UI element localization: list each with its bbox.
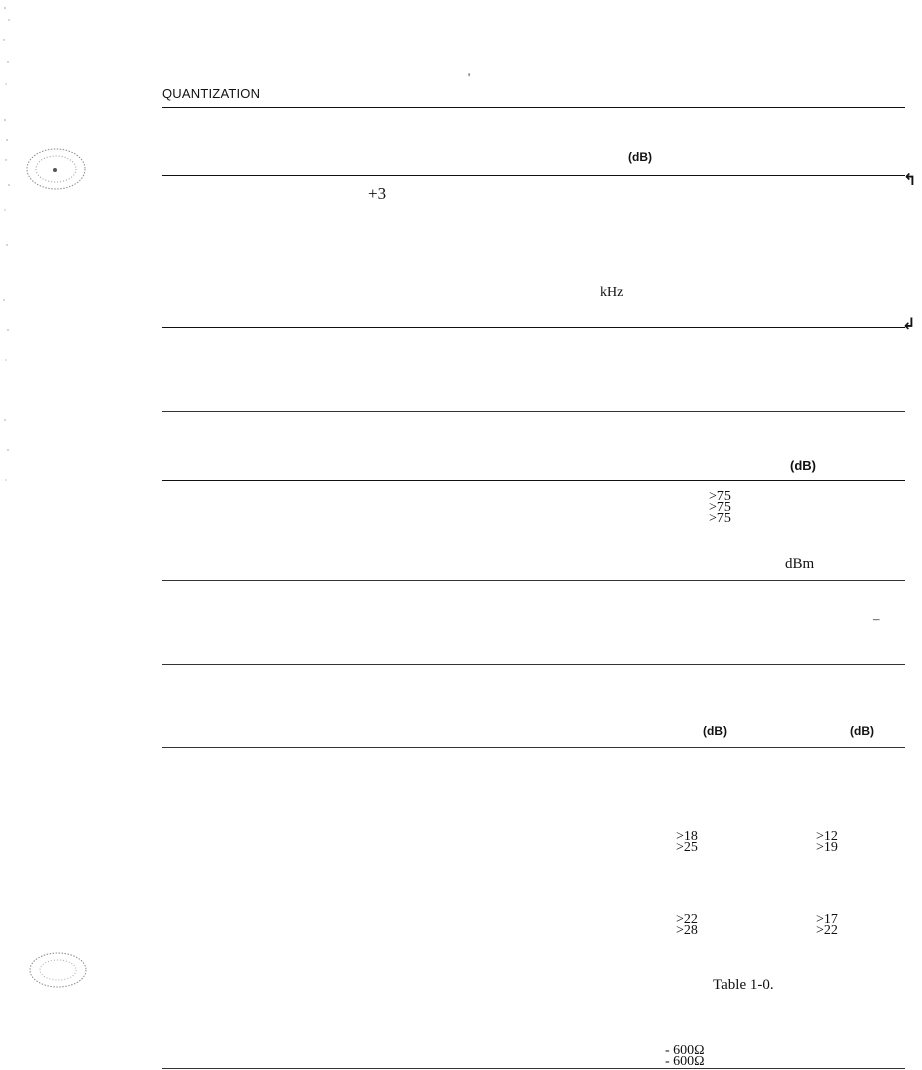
block4-bottom-rule: [162, 664, 905, 665]
block5-group2-col1-value-1: >22: [676, 912, 698, 927]
block5-impedance-2: - 600Ω: [665, 1054, 705, 1069]
block5-col2-header: (dB): [850, 724, 874, 738]
block1-unit-khz: kHz: [600, 285, 624, 300]
left-margin-speckles: [0, 0, 20, 500]
punch-hole-smudge-bottom: [26, 950, 90, 990]
block5-group2-col2: [816, 914, 838, 936]
block5-group1-col1-value-2: >25: [676, 840, 698, 855]
block5-group1-col2-value-1: >12: [816, 829, 838, 844]
block5-table-reference: Table 1-0.: [713, 977, 774, 993]
heading-rule: [162, 107, 905, 108]
block3-value-2: >75: [709, 500, 731, 515]
block2-bottom-rule: [162, 411, 905, 412]
block1-header-rule: [162, 175, 905, 176]
block3-values: [709, 491, 731, 524]
block5-group2-col2-value-2: >22: [816, 923, 838, 938]
block5-group1-col1: [676, 831, 698, 853]
block5-group2-col1: [676, 914, 698, 936]
block5-header-rule: [162, 747, 905, 748]
block1-unit-header: (dB): [628, 150, 652, 164]
block3-value-3: >75: [709, 511, 731, 526]
stray-tick-mark: ': [468, 70, 471, 84]
block5-group1-col1-value-1: >18: [676, 829, 698, 844]
block5-group1-col2-value-2: >19: [816, 840, 838, 855]
block5-group2-col2-value-1: >17: [816, 912, 838, 927]
block1-value-plus3: +3: [368, 184, 387, 203]
block5-group1-col2: [816, 831, 838, 853]
section-heading: QUANTIZATION: [162, 86, 261, 101]
block1-bottom-rule: [162, 327, 905, 328]
punch-hole-smudge-top: [24, 146, 88, 192]
block3-bottom-rule: [162, 580, 905, 581]
block5-group2-col1-value-2: >28: [676, 923, 698, 938]
block5-impedance: [665, 1045, 705, 1067]
block3-unit-dbm: dBm: [785, 556, 815, 572]
change-bar-end-icon: ↲: [902, 314, 916, 333]
block5-col1-header: (dB): [703, 724, 727, 738]
change-bar-start-icon: ↰: [903, 170, 917, 189]
page-bottom-rule: [162, 1068, 905, 1069]
block3-unit-header: (dB): [790, 458, 816, 473]
block4-dash-mark: –: [873, 611, 880, 626]
block5-impedance-1: - 600Ω: [665, 1043, 705, 1058]
block3-value-1: >75: [709, 489, 731, 504]
block3-header-rule: [162, 480, 905, 481]
